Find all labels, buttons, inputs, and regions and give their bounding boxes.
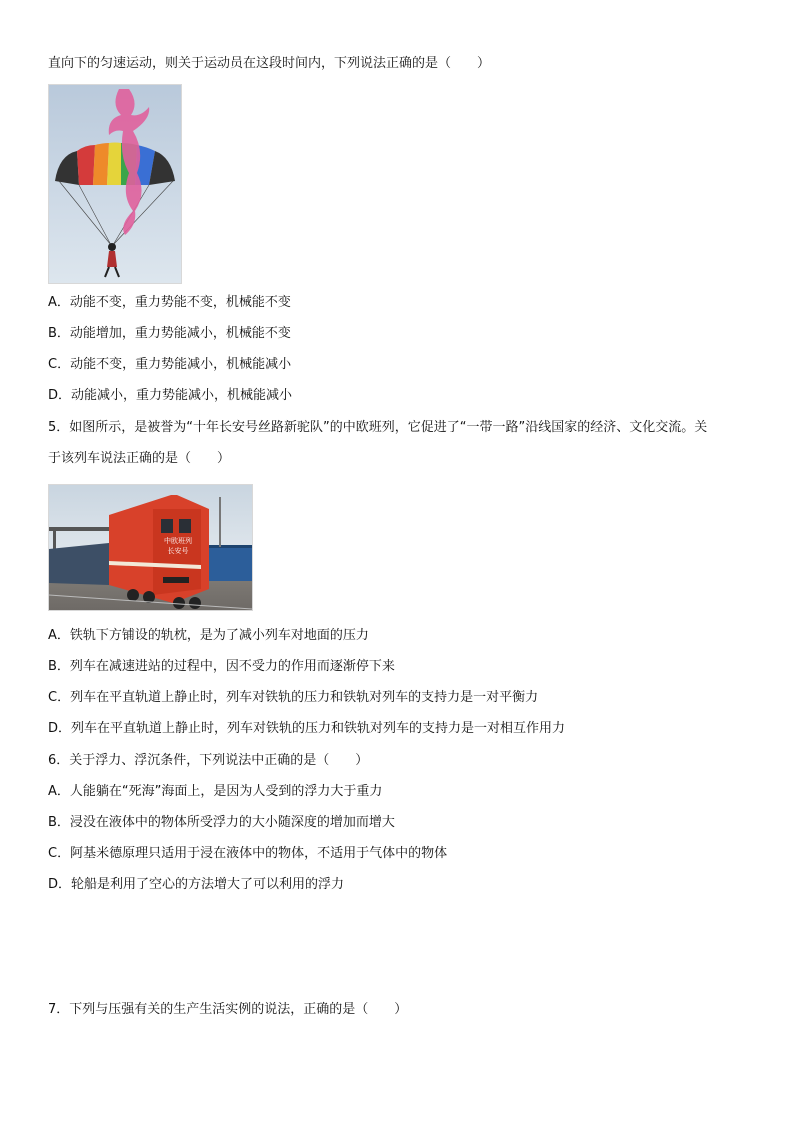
q5-stem-line2: 于该列车说法正确的是（ ） [48, 451, 231, 466]
q5-option-a: A．铁轨下方铺设的轨枕，是为了减小列车对地面的压力 [48, 628, 369, 643]
q6-option-a: A．人能躺在“死海”海面上，是因为人受到的浮力大于重力 [48, 784, 383, 799]
q4-option-b: B．动能增加，重力势能减小，机械能不变 [48, 326, 291, 341]
q5-option-d: D．列车在平直轨道上静止时，列车对铁轨的压力和铁轨对列车的支持力是一对相互作用力 [48, 721, 566, 736]
q5-option-c: C．列车在平直轨道上静止时，列车对铁轨的压力和铁轨对列车的支持力是一对平衡力 [48, 690, 539, 705]
q4-option-c: C．动能不变，重力势能减小，机械能减小 [48, 357, 292, 372]
train-image [48, 484, 253, 611]
train-sign-line2: 长安号 [167, 547, 189, 555]
q4-stem-tail: 直向下的匀速运动，则关于运动员在这段时间内，下列说法正确的是（ ） [48, 56, 491, 71]
q4-option-a: A．动能不变，重力势能不变，机械能不变 [48, 295, 291, 310]
train-sign-line1: 中欧班列 [164, 537, 192, 545]
q6-option-c: C．阿基米德原理只适用于浸在液体中的物体，不适用于气体中的物体 [48, 846, 448, 861]
q6-option-d: D．轮船是利用了空心的方法增大了可以利用的浮力 [48, 877, 345, 892]
q6-option-b: B．浸没在液体中的物体所受浮力的大小随深度的增加而增大 [48, 815, 395, 830]
q5-option-b: B．列车在减速进站的过程中，因不受力的作用而逐渐停下来 [48, 659, 395, 674]
q6-stem: 6．关于浮力、浮沉条件，下列说法中正确的是（ ） [48, 753, 369, 768]
q5-stem-line1: 5．如图所示，是被誉为“十年长安号丝路新驼队”的中欧班列，它促进了“一带一路”沿线国家的经济、文化交流。关 [48, 420, 708, 435]
q4-option-d: D．动能减小，重力势能减小，机械能减小 [48, 388, 293, 403]
q7-stem: 7．下列与压强有关的生产生活实例的说法，正确的是（ ） [48, 1002, 408, 1017]
parachutist-image [48, 84, 182, 284]
